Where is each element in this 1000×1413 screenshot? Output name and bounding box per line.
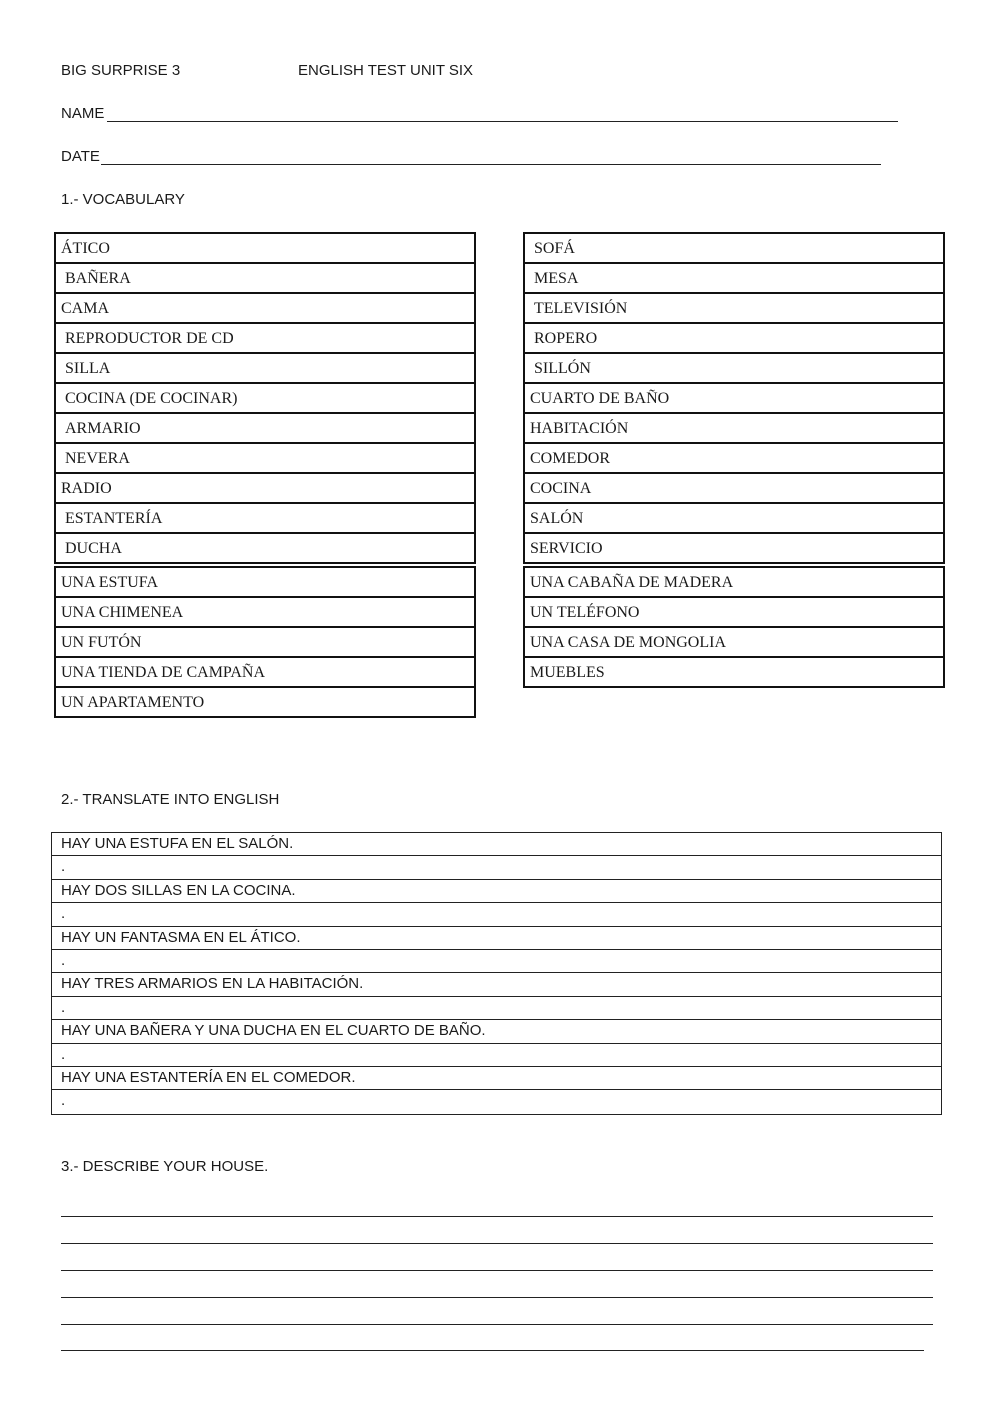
date-field-line[interactable] [101, 164, 881, 165]
vocab-cell[interactable]: SALÓN [523, 502, 945, 534]
writing-line[interactable] [61, 1324, 933, 1325]
vocab-cell[interactable]: UN APARTAMENTO [54, 686, 476, 718]
answer-row[interactable]: . [52, 950, 941, 973]
sentence-row: HAY TRES ARMARIOS EN LA HABITACIÓN. [52, 973, 941, 996]
answer-row[interactable]: . [52, 903, 941, 926]
name-label: NAME [61, 105, 105, 122]
vocab-cell[interactable]: ESTANTERÍA [54, 502, 476, 534]
vocab-cell[interactable]: SOFÁ [523, 232, 945, 264]
sentence-row: HAY UNA ESTANTERÍA EN EL COMEDOR. [52, 1067, 941, 1090]
vocab-cell[interactable]: SILLÓN [523, 352, 945, 384]
vocab-cell[interactable]: RADIO [54, 472, 476, 504]
vocab-cell[interactable]: MUEBLES [523, 656, 945, 688]
vocab-cell[interactable]: BAÑERA [54, 262, 476, 294]
section2-title: 2.- TRANSLATE INTO ENGLISH [61, 791, 280, 808]
vocab-cell[interactable]: SERVICIO [523, 532, 945, 564]
vocab-cell[interactable]: SILLA [54, 352, 476, 384]
section1-title: 1.- VOCABULARY [61, 191, 185, 208]
date-label: DATE [61, 148, 100, 165]
vocab-cell[interactable]: CUARTO DE BAÑO [523, 382, 945, 414]
vocab-cell[interactable]: MESA [523, 262, 945, 294]
answer-row[interactable]: . [61, 1092, 66, 1110]
writing-line[interactable] [61, 1270, 933, 1271]
vocab-cell[interactable]: UNA CABAÑA DE MADERA [523, 566, 945, 598]
translate-table [51, 832, 942, 1115]
vocab-cell[interactable]: HABITACIÓN [523, 412, 945, 444]
vocab-cell[interactable]: COCINA [523, 472, 945, 504]
writing-line[interactable] [61, 1243, 933, 1244]
section3-title: 3.- DESCRIBE YOUR HOUSE. [61, 1158, 269, 1175]
vocab-cell[interactable]: ARMARIO [54, 412, 476, 444]
vocab-cell[interactable]: NEVERA [54, 442, 476, 474]
vocab-cell[interactable]: COCINA (DE COCINAR) [54, 382, 476, 414]
writing-line[interactable] [61, 1297, 933, 1298]
writing-line[interactable] [61, 1216, 933, 1217]
answer-row[interactable]: . [52, 997, 941, 1020]
name-field-line[interactable] [107, 121, 898, 122]
vocab-cell[interactable]: ÁTICO [54, 232, 476, 264]
test-title: ENGLISH TEST UNIT SIX [298, 62, 474, 79]
sentence-row: HAY UNA BAÑERA Y UNA DUCHA EN EL CUARTO DE BAÑO. [52, 1020, 941, 1043]
writing-line[interactable] [61, 1350, 924, 1351]
vocabulary-left-column [54, 232, 476, 718]
vocab-cell[interactable]: UNA ESTUFA [54, 566, 476, 598]
vocab-cell[interactable]: UN FUTÓN [54, 626, 476, 658]
vocab-cell[interactable]: CAMA [54, 292, 476, 324]
vocab-cell[interactable]: UNA CHIMENEA [54, 596, 476, 628]
answer-row[interactable]: . [52, 856, 941, 879]
vocab-cell[interactable]: ROPERO [523, 322, 945, 354]
sentence-row: HAY DOS SILLAS EN LA COCINA. [52, 880, 941, 903]
answer-row[interactable]: . [52, 1044, 941, 1067]
sentence-row: HAY UNA ESTUFA EN EL SALÓN. [52, 833, 941, 856]
vocab-cell[interactable]: TELEVISIÓN [523, 292, 945, 324]
vocab-cell[interactable]: DUCHA [54, 532, 476, 564]
book-title: BIG SURPRISE 3 [61, 62, 181, 79]
vocabulary-right-column [523, 232, 945, 688]
sentence-row: HAY UN FANTASMA EN EL ÁTICO. [52, 927, 941, 950]
vocab-cell[interactable]: REPRODUCTOR DE CD [54, 322, 476, 354]
vocab-cell[interactable]: COMEDOR [523, 442, 945, 474]
vocab-cell[interactable]: UNA CASA DE MONGOLIA [523, 626, 945, 658]
vocab-cell[interactable]: UNA TIENDA DE CAMPAÑA [54, 656, 476, 688]
vocab-cell[interactable]: UN TELÉFONO [523, 596, 945, 628]
